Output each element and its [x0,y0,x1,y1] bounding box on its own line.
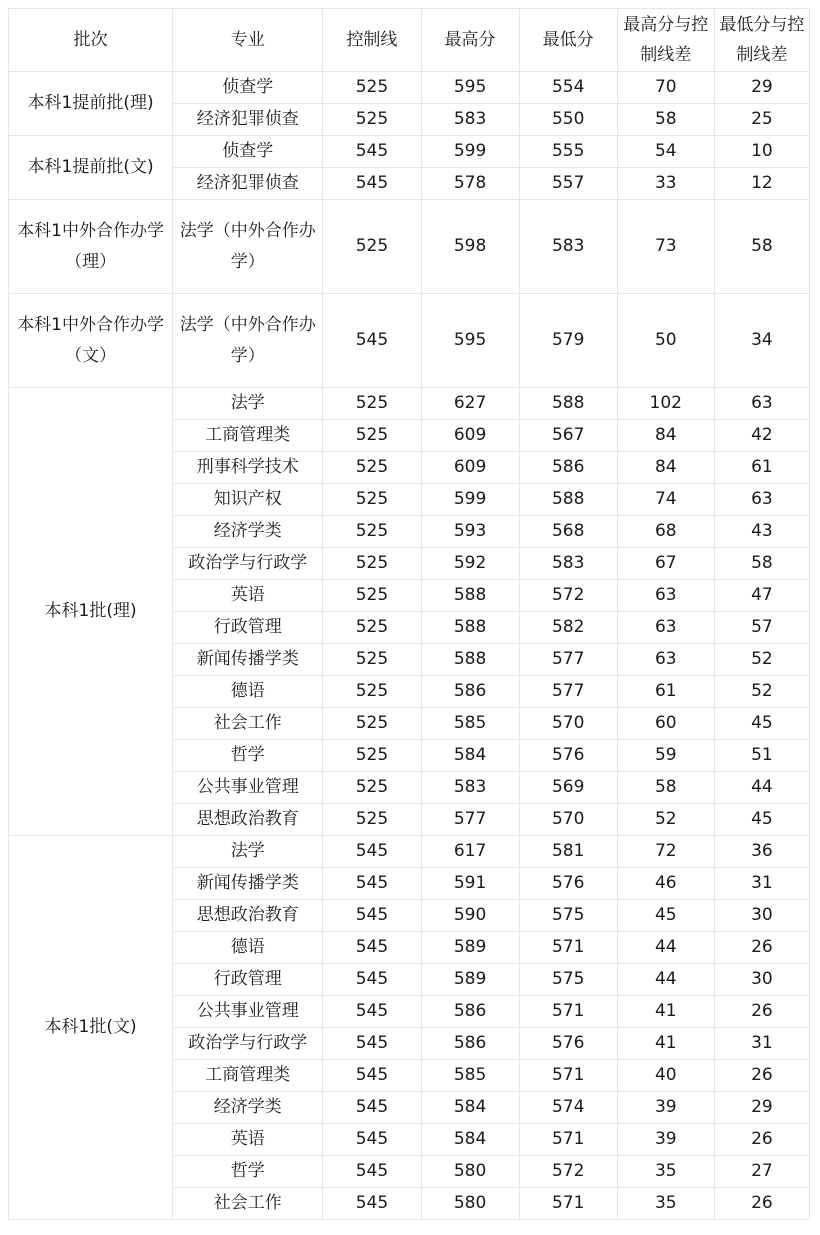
max-diff-cell: 73 [617,200,714,294]
max-diff-cell: 50 [617,294,714,388]
table-row [9,136,810,168]
min-diff-cell: 31 [714,1028,809,1060]
control-line-cell: 525 [323,772,421,804]
batch-cell: 本科1中外合作办学（文） [9,294,173,388]
major-cell: 哲学 [173,740,323,772]
batch-cell: 本科1提前批(文) [9,136,173,200]
max-diff-cell: 72 [617,836,714,868]
max-score-cell: 586 [421,676,519,708]
major-cell: 哲学 [173,1156,323,1188]
major-cell: 英语 [173,580,323,612]
max-score-cell: 588 [421,644,519,676]
control-line-cell: 545 [323,1156,421,1188]
min-score-cell: 572 [519,580,617,612]
major-cell: 思想政治教育 [173,804,323,836]
major-cell: 新闻传播学类 [173,868,323,900]
min-diff-cell: 31 [714,868,809,900]
max-diff-cell: 46 [617,868,714,900]
major-cell: 侦查学 [173,72,323,104]
max-score-cell: 583 [421,772,519,804]
control-line-cell: 545 [323,1028,421,1060]
min-diff-cell: 26 [714,1060,809,1092]
header-max-score: 最高分 [421,9,519,72]
max-score-cell: 586 [421,996,519,1028]
control-line-cell: 545 [323,1060,421,1092]
min-score-cell: 570 [519,708,617,740]
control-line-cell: 525 [323,388,421,420]
min-diff-cell: 29 [714,72,809,104]
max-diff-cell: 70 [617,72,714,104]
min-score-cell: 571 [519,996,617,1028]
max-diff-cell: 39 [617,1092,714,1124]
min-diff-cell: 36 [714,836,809,868]
control-line-cell: 545 [323,964,421,996]
table-row [9,72,810,104]
max-score-cell: 609 [421,452,519,484]
batch-cell: 本科1批(理) [9,388,173,836]
max-diff-cell: 63 [617,644,714,676]
table-body [9,72,810,1220]
control-line-cell: 525 [323,104,421,136]
header-min-diff: 最低分与控制线差 [714,9,809,72]
max-score-cell: 585 [421,1060,519,1092]
table-row [9,294,810,388]
min-score-cell: 581 [519,836,617,868]
max-diff-cell: 54 [617,136,714,168]
min-score-cell: 571 [519,1124,617,1156]
max-diff-cell: 68 [617,516,714,548]
major-cell: 经济犯罪侦查 [173,104,323,136]
min-diff-cell: 47 [714,580,809,612]
control-line-cell: 525 [323,804,421,836]
max-diff-cell: 58 [617,772,714,804]
min-diff-cell: 61 [714,452,809,484]
max-score-cell: 599 [421,136,519,168]
max-score-cell: 584 [421,740,519,772]
min-score-cell: 555 [519,136,617,168]
header-min-score: 最低分 [519,9,617,72]
min-score-cell: 576 [519,868,617,900]
major-cell: 工商管理类 [173,420,323,452]
min-score-cell: 574 [519,1092,617,1124]
min-score-cell: 577 [519,676,617,708]
max-diff-cell: 84 [617,452,714,484]
min-diff-cell: 57 [714,612,809,644]
control-line-cell: 525 [323,452,421,484]
major-cell: 刑事科学技术 [173,452,323,484]
control-line-cell: 525 [323,644,421,676]
major-cell: 经济学类 [173,1092,323,1124]
control-line-cell: 525 [323,72,421,104]
table-row [9,836,810,868]
min-score-cell: 575 [519,900,617,932]
max-score-cell: 580 [421,1156,519,1188]
min-diff-cell: 30 [714,900,809,932]
min-score-cell: 588 [519,388,617,420]
min-score-cell: 567 [519,420,617,452]
table-row [9,388,810,420]
max-diff-cell: 35 [617,1188,714,1220]
major-cell: 思想政治教育 [173,900,323,932]
max-diff-cell: 74 [617,484,714,516]
max-score-cell: 599 [421,484,519,516]
min-score-cell: 572 [519,1156,617,1188]
major-cell: 社会工作 [173,708,323,740]
header-max-diff: 最高分与控制线差 [617,9,714,72]
max-score-cell: 627 [421,388,519,420]
min-diff-cell: 58 [714,200,809,294]
min-diff-cell: 52 [714,676,809,708]
min-score-cell: 554 [519,72,617,104]
min-score-cell: 569 [519,772,617,804]
control-line-cell: 525 [323,516,421,548]
control-line-cell: 545 [323,932,421,964]
control-line-cell: 525 [323,740,421,772]
max-diff-cell: 40 [617,1060,714,1092]
max-score-cell: 585 [421,708,519,740]
major-cell: 德语 [173,676,323,708]
control-line-cell: 545 [323,996,421,1028]
max-score-cell: 589 [421,932,519,964]
header-control-line: 控制线 [323,9,421,72]
min-score-cell: 550 [519,104,617,136]
max-diff-cell: 44 [617,964,714,996]
min-diff-cell: 44 [714,772,809,804]
min-score-cell: 575 [519,964,617,996]
max-diff-cell: 67 [617,548,714,580]
major-cell: 公共事业管理 [173,772,323,804]
control-line-cell: 545 [323,1188,421,1220]
max-score-cell: 593 [421,516,519,548]
min-diff-cell: 43 [714,516,809,548]
max-diff-cell: 41 [617,1028,714,1060]
control-line-cell: 525 [323,420,421,452]
min-diff-cell: 51 [714,740,809,772]
major-cell: 行政管理 [173,612,323,644]
major-cell: 公共事业管理 [173,996,323,1028]
control-line-cell: 545 [323,168,421,200]
min-diff-cell: 26 [714,996,809,1028]
max-score-cell: 586 [421,1028,519,1060]
min-score-cell: 571 [519,932,617,964]
min-diff-cell: 26 [714,1124,809,1156]
major-cell: 经济犯罪侦查 [173,168,323,200]
min-diff-cell: 26 [714,932,809,964]
major-cell: 工商管理类 [173,1060,323,1092]
major-cell: 英语 [173,1124,323,1156]
min-diff-cell: 10 [714,136,809,168]
min-diff-cell: 12 [714,168,809,200]
max-score-cell: 598 [421,200,519,294]
max-diff-cell: 59 [617,740,714,772]
score-table [8,8,810,1220]
control-line-cell: 545 [323,136,421,168]
min-diff-cell: 45 [714,804,809,836]
max-diff-cell: 102 [617,388,714,420]
major-cell: 侦查学 [173,136,323,168]
min-score-cell: 583 [519,200,617,294]
min-score-cell: 579 [519,294,617,388]
min-score-cell: 568 [519,516,617,548]
control-line-cell: 525 [323,612,421,644]
min-diff-cell: 29 [714,1092,809,1124]
major-cell: 法学 [173,836,323,868]
control-line-cell: 545 [323,294,421,388]
major-cell: 经济学类 [173,516,323,548]
min-diff-cell: 26 [714,1188,809,1220]
min-score-cell: 588 [519,484,617,516]
major-cell: 社会工作 [173,1188,323,1220]
min-diff-cell: 63 [714,484,809,516]
max-diff-cell: 33 [617,168,714,200]
min-score-cell: 576 [519,1028,617,1060]
max-diff-cell: 45 [617,900,714,932]
min-diff-cell: 63 [714,388,809,420]
major-cell: 德语 [173,932,323,964]
max-diff-cell: 63 [617,612,714,644]
min-diff-cell: 30 [714,964,809,996]
control-line-cell: 545 [323,900,421,932]
major-cell: 行政管理 [173,964,323,996]
max-diff-cell: 35 [617,1156,714,1188]
min-score-cell: 571 [519,1060,617,1092]
major-cell: 政治学与行政学 [173,1028,323,1060]
control-line-cell: 525 [323,676,421,708]
min-diff-cell: 45 [714,708,809,740]
control-line-cell: 525 [323,484,421,516]
max-diff-cell: 39 [617,1124,714,1156]
control-line-cell: 525 [323,708,421,740]
control-line-cell: 545 [323,1124,421,1156]
max-score-cell: 589 [421,964,519,996]
min-score-cell: 570 [519,804,617,836]
table-row [9,200,810,294]
max-score-cell: 588 [421,612,519,644]
min-diff-cell: 42 [714,420,809,452]
min-diff-cell: 25 [714,104,809,136]
min-score-cell: 586 [519,452,617,484]
max-score-cell: 584 [421,1092,519,1124]
major-cell: 法学（中外合作办学） [173,294,323,388]
major-cell: 政治学与行政学 [173,548,323,580]
max-score-cell: 584 [421,1124,519,1156]
max-diff-cell: 84 [617,420,714,452]
max-score-cell: 617 [421,836,519,868]
min-diff-cell: 27 [714,1156,809,1188]
batch-cell: 本科1提前批(理) [9,72,173,136]
control-line-cell: 525 [323,580,421,612]
control-line-cell: 525 [323,548,421,580]
control-line-cell: 545 [323,836,421,868]
batch-cell: 本科1批(文) [9,836,173,1220]
max-diff-cell: 58 [617,104,714,136]
major-cell: 法学（中外合作办学） [173,200,323,294]
max-score-cell: 609 [421,420,519,452]
max-diff-cell: 60 [617,708,714,740]
major-cell: 法学 [173,388,323,420]
max-score-cell: 580 [421,1188,519,1220]
major-cell: 新闻传播学类 [173,644,323,676]
max-diff-cell: 41 [617,996,714,1028]
header-major: 专业 [173,9,323,72]
control-line-cell: 545 [323,868,421,900]
min-score-cell: 576 [519,740,617,772]
max-score-cell: 595 [421,294,519,388]
min-score-cell: 557 [519,168,617,200]
batch-cell: 本科1中外合作办学（理） [9,200,173,294]
max-score-cell: 595 [421,72,519,104]
max-score-cell: 592 [421,548,519,580]
max-score-cell: 591 [421,868,519,900]
max-score-cell: 583 [421,104,519,136]
max-score-cell: 588 [421,580,519,612]
max-diff-cell: 61 [617,676,714,708]
min-diff-cell: 58 [714,548,809,580]
min-diff-cell: 52 [714,644,809,676]
min-score-cell: 582 [519,612,617,644]
max-diff-cell: 52 [617,804,714,836]
max-score-cell: 578 [421,168,519,200]
min-diff-cell: 34 [714,294,809,388]
max-diff-cell: 44 [617,932,714,964]
control-line-cell: 545 [323,1092,421,1124]
max-score-cell: 577 [421,804,519,836]
min-score-cell: 583 [519,548,617,580]
max-score-cell: 590 [421,900,519,932]
header-batch: 批次 [9,9,173,72]
control-line-cell: 525 [323,200,421,294]
header-row [9,9,810,72]
major-cell: 知识产权 [173,484,323,516]
max-diff-cell: 63 [617,580,714,612]
min-score-cell: 577 [519,644,617,676]
min-score-cell: 571 [519,1188,617,1220]
